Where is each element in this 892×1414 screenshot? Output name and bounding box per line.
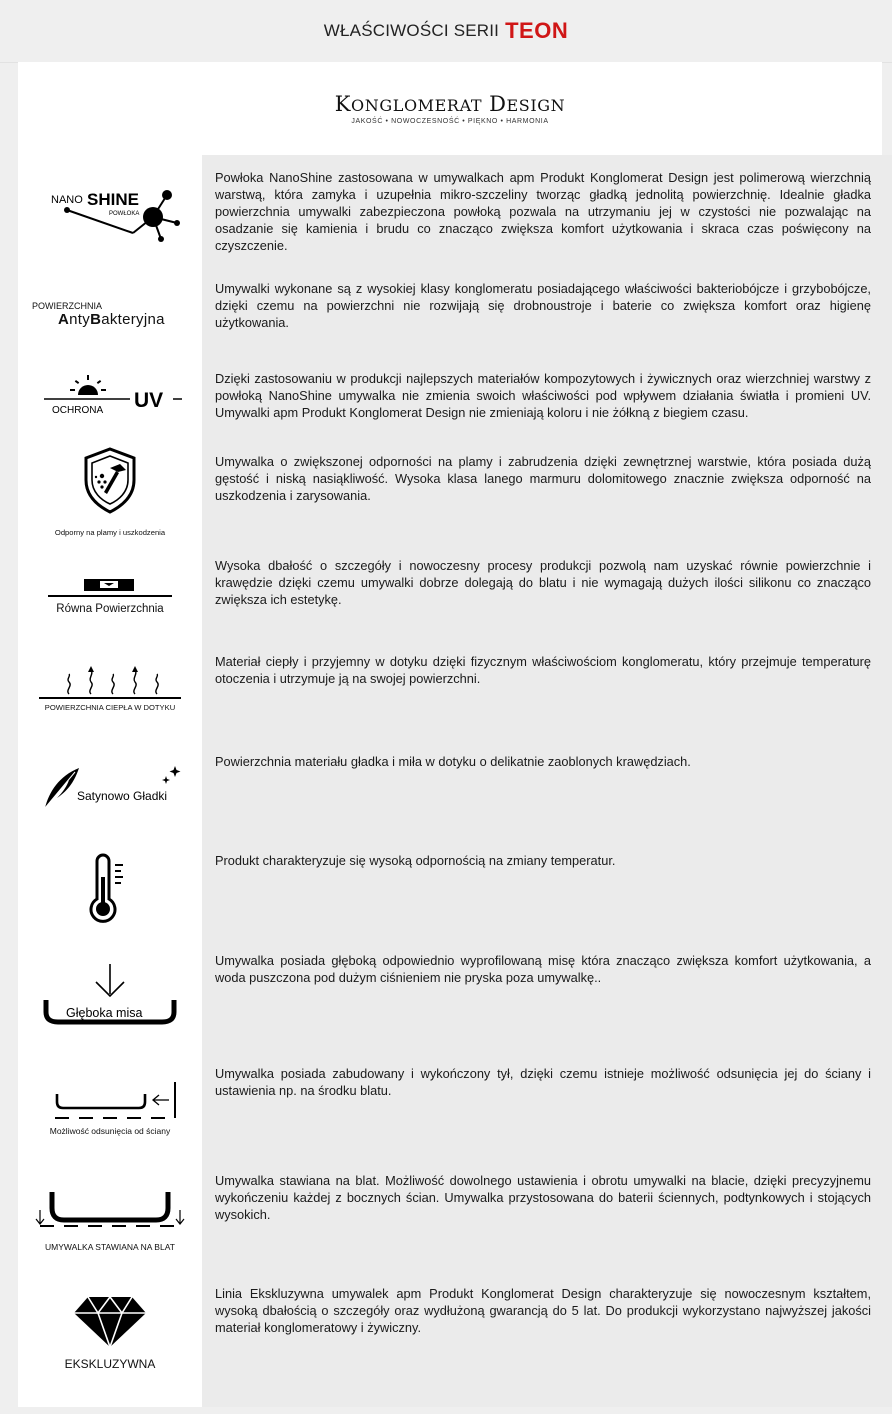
antibacterial-label: AntyBakteryjna — [58, 310, 165, 328]
feature-row — [18, 840, 882, 940]
wall-caption: Możliwość odsunięcia od ściany — [49, 1126, 171, 1136]
logo-wordmark: KONGLOMERAT DESIGN — [334, 92, 566, 116]
antibacterial-top-label: POWIERZCHNIA — [32, 300, 103, 311]
feature-row — [18, 1160, 882, 1272]
brand-logo — [18, 62, 882, 155]
feature-description: Powierzchnia materiału gładka i miła w dotyku o delikatnie zaoblonych krawędziach. — [215, 754, 691, 769]
page-header — [0, 0, 892, 63]
level-caption: Równa Powierzchnia — [56, 603, 164, 615]
feature-row — [18, 155, 882, 267]
feature-description: Wysoka dbałość o szczegóły i nowoczesny procesy produkcji pozwolą nam uzyskać równie powierzchnie i krawędzie dzięki czemu umywalki dobrze dolegają do blatu i nie wymagają dużych ilości silikonu co znacząco zwiększa ich estetykę. — [215, 558, 871, 607]
header-title: WŁAŚCIWOŚCI SERII — [323, 21, 500, 40]
feature-description: Dzięki zastosowaniu w produkcji najlepszych materiałów kompozytowych i żywicznych oraz wierzchniej warstwy z powłoką NanoShine umywalka nie zmienia swoich właściwości pod wpływem działania światła i promieni UV. Umywalki apm Produkt Konglomerat Design nie zmieniają koloru i nie żółkną z biegiem czasu. — [215, 371, 871, 420]
series-name: TEON — [505, 18, 569, 43]
feature-row — [18, 439, 882, 544]
thermometer-icon — [18, 850, 202, 930]
content-panel — [18, 62, 882, 1407]
warm-surface-icon — [18, 662, 202, 716]
antibacterial-icon — [18, 287, 202, 341]
countertop-basin-icon — [18, 1180, 202, 1258]
feature-description: Umywalka stawiana na blat. Możliwość dowolnego ustawienia i obrotu umywalki na blacie, dzięki precyzyjnemu wykończeniu każdej z bocznych ścian. Umywalka przystosowana do baterii ściennych, podtynkowych i stojących wysokich. — [215, 1173, 871, 1222]
deep-bowl-icon — [18, 958, 202, 1028]
feature-row — [18, 740, 882, 840]
nano-label: NANO — [51, 194, 83, 206]
warm-caption: POWIERZCHNIA CIEPŁA W DOTYKU — [44, 703, 176, 712]
feature-description: Umywalka posiada zabudowany i wykończony tył, dzięki czemu istnieje możliwość odsunięcia jej do ściany i ustawienia np. na środku blatu. — [215, 1066, 871, 1098]
feature-description: Umywalka posiada głęboką odpowiednio wyprofilowaną misę która znacząco zwiększa komfort użytkowania, a woda puszczona pod dużym ciśnieniem nie pryska poza umywalkę.. — [215, 953, 871, 985]
ochrona-label: OCHRONA — [52, 405, 104, 416]
shield-caption: Odporny na plamy i uszkodzenia — [54, 527, 166, 537]
feature-row — [18, 357, 882, 439]
feature-description: Linia Ekskluzywna umywalek apm Produkt Konglomerat Design charakteryzuje się nowoczesnym kształtem, wysoką dbałością o szczegóły oraz wydłużoną gwarancją do 5 lat. Do produkcji wykorzystano najwyższej jakości materiał konglomeratowy i żywiczny. — [215, 1286, 871, 1335]
wall-offset-icon — [18, 1076, 202, 1140]
feature-row — [18, 544, 882, 640]
diamond-icon — [18, 1292, 202, 1372]
feature-row — [18, 640, 882, 740]
feature-row — [18, 1052, 882, 1160]
feature-description: Materiał ciepły i przyjemny w dotyku dzięki fizycznym właściwościom konglomeratu, który przejmuje temperaturę otoczenia i utrzymuje ją na swojej powierzchni. — [215, 654, 871, 686]
feature-row — [18, 940, 882, 1052]
logo-tagline: JAKOŚĆ • NOWOCZESNOŚĆ • PIĘKNO • HARMONIA — [351, 118, 549, 125]
feature-description: Powłoka NanoShine zastosowana w umywalkach apm Produkt Konglomerat Design jest polimerową wierzchnią warstwą, która zamyka i uzupełnia mikro-szczeliny tworząc gładką jednolitą powierzchnię. Idealnie gładka powierzchnia umywalki zabezpieczona powłoką pozwala na utrzymaniu jej w czystości nie pozwalając na osadzanie się kamienia i brudu co znacząco zwiększa komfort użytkowania i skraca czas poświęcony na czyszczenie. — [215, 170, 871, 253]
features-list — [18, 155, 882, 1407]
powloka-label: POWŁOKA — [109, 211, 140, 217]
spirit-level-icon — [18, 570, 202, 622]
feature-row — [18, 267, 882, 357]
shine-label: SHINE — [87, 190, 139, 209]
feature-description: Umywalka o zwiększonej odporności na plamy i zabrudzenia dzięki zewnętrznej warstwie, która posiada dużą gęstość i niską nasiąkliwość. Wysoka klasa lanego marmuru dolomitowego znacznie zwiększa odporność na uszkodzenia i zarysowania. — [215, 454, 871, 503]
countertop-caption: UMYWALKA STAWIANA NA BLAT — [45, 1242, 175, 1252]
feature-description: Umywalki wykonane są z wysokiej klasy konglomeratu posiadającego właściwości bakteriobójcze i grzybobójcze, dzięki czemu na powierzchni nie rozwijają się drobnoustroje i baterie co zwiększa komfort oraz higienę użytkowania. — [215, 281, 871, 330]
feather-icon — [18, 756, 202, 818]
feature-row — [18, 1272, 882, 1407]
feather-caption: Satynowo Gładki — [77, 789, 168, 803]
shield-hammer-icon — [18, 439, 202, 543]
exclusive-caption: EKSKLUZYWNA — [64, 1357, 156, 1371]
feature-description: Produkt charakteryzuje się wysoką odpornością na zmiany temperatur. — [215, 853, 616, 868]
bowl-caption: Głęboka misa — [66, 1006, 143, 1020]
nanoshine-molecule-icon — [18, 167, 202, 255]
uv-protection-icon — [18, 369, 202, 427]
uv-label: UV — [134, 389, 164, 412]
